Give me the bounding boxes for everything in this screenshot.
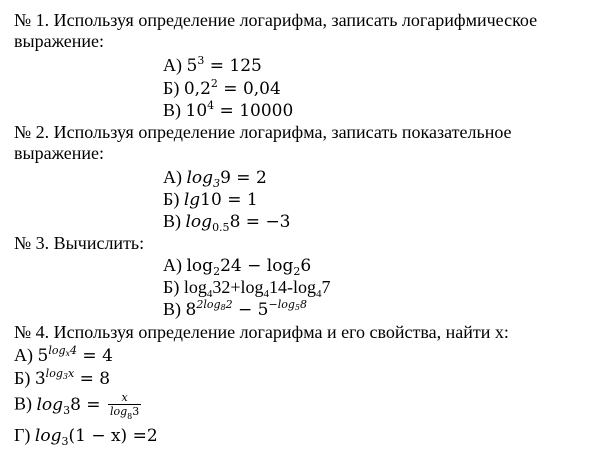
task-3-heading: № 3. Вычислить: — [14, 233, 145, 253]
task-3-item-c: В) $8^{2log82} - 5^{-log58}$ — [163, 298, 307, 320]
task-1-heading: № 1. Используя определение логарифма, записать логарифмическое — [14, 10, 538, 30]
task-1-item-b: Б) $0,2^2 = 0,04$ — [163, 77, 281, 99]
task-1-item-a: А) $5^3 = 125$ — [163, 54, 262, 76]
task-3-item-b: Б) $\log_432+\log_414-\log_47$ — [163, 277, 331, 300]
task-2-heading-cont: выражение: — [14, 143, 105, 163]
task-2-item-a: А) $\log_39 = 2$ — [163, 167, 267, 190]
task-2-item-b: Б) lg10 = 1 — [163, 189, 258, 210]
task-4-item-a: А) $5^{logx4} = 4$ — [14, 344, 113, 366]
task-4-item-d: Г) $\log_3(1 - x) =2$ — [14, 425, 158, 448]
task-2-item-c: В) $\log_{0.5}8 = -3$ — [163, 211, 291, 234]
task-4-heading: № 4. Используя определение логарифма и его свойства, найти x: — [14, 322, 509, 342]
task-4-item-c: В) $\log_38$ = $\frac{x}{\log_83}$ — [14, 391, 140, 421]
task-1-heading-cont: выражение: — [14, 31, 105, 51]
fraction: $\frac{x}{\log_83}$ — [109, 391, 140, 421]
task-4-item-b: Б) $3^{log3x} = 8$ — [14, 367, 111, 389]
task-2-heading: № 2. Используя определение логарифма, записать показательное — [14, 122, 512, 142]
task-3-item-a: А) $\log_224 - \log_26$ — [163, 255, 312, 278]
task-1-item-c: В) $10^4 = 10000$ — [163, 99, 294, 121]
